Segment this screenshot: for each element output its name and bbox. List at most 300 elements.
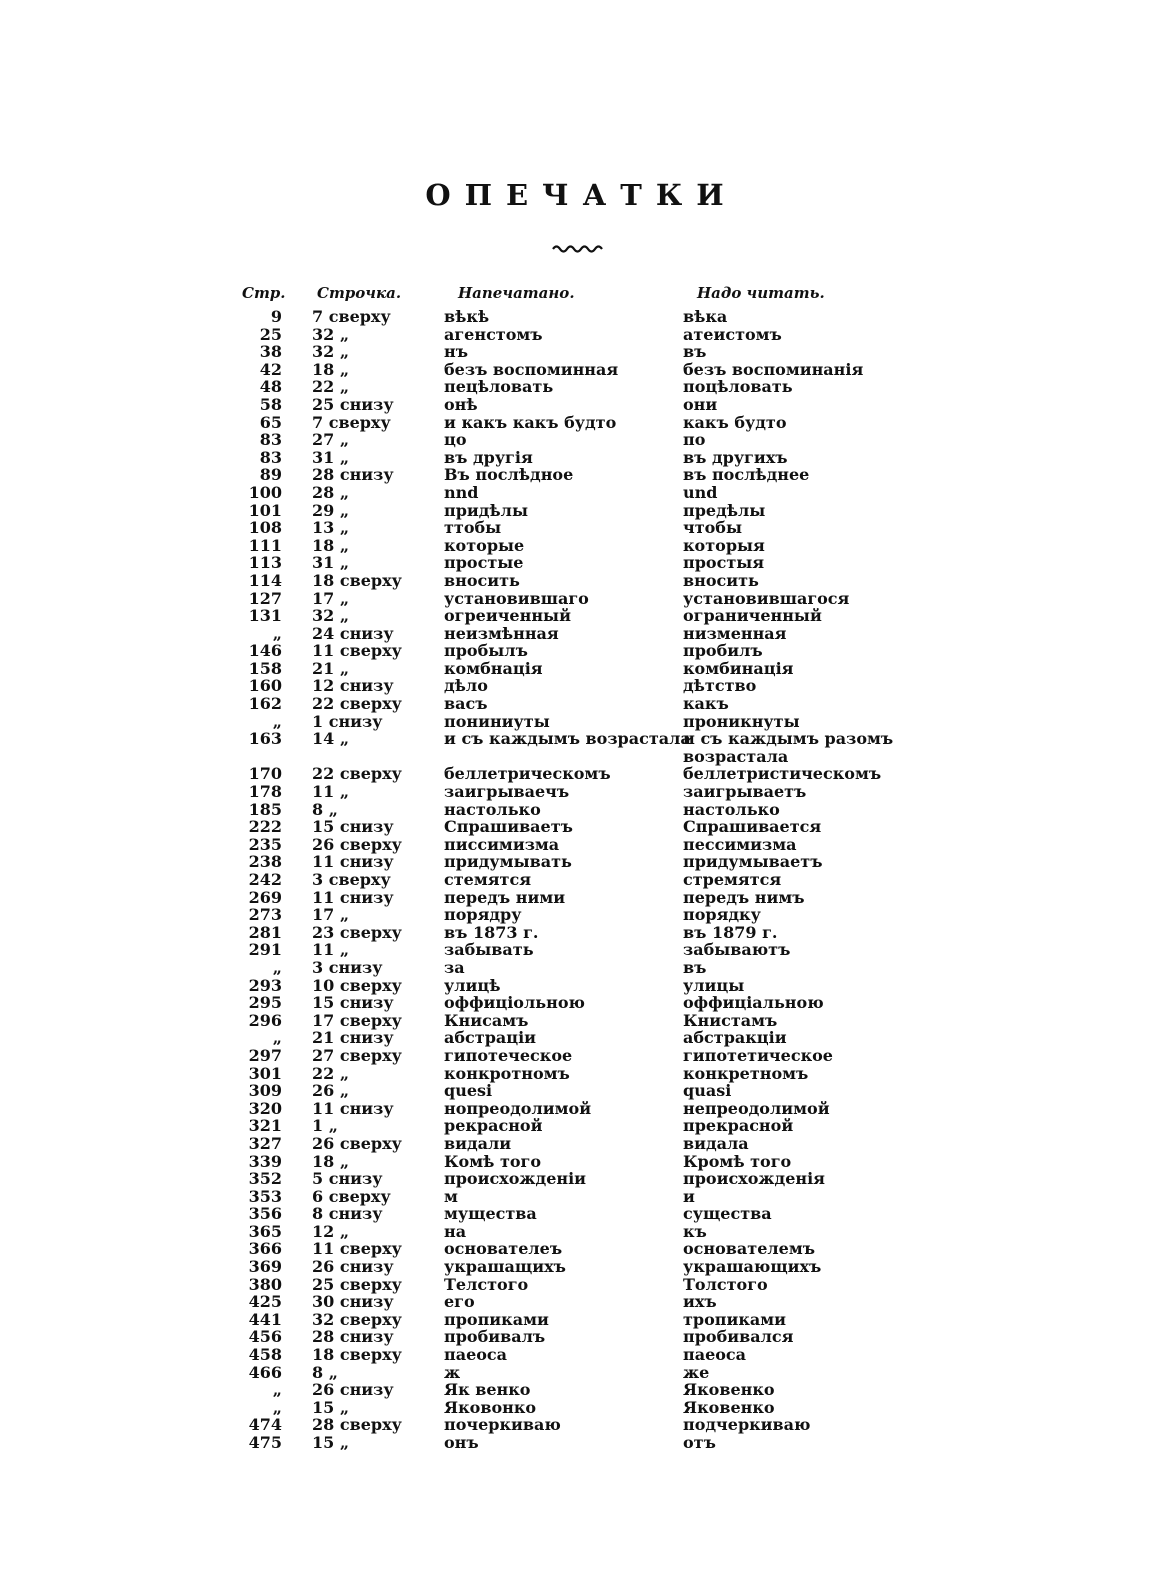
row-printed: рекрасной <box>444 1116 543 1136</box>
row-printed: вѣкѣ <box>444 307 490 326</box>
row-line: 7 сверху <box>312 307 391 326</box>
row-line: 11 сверху <box>312 641 402 661</box>
row-printed: и съ каждымъ возрастала <box>444 729 691 749</box>
row-page: 320 <box>248 1098 282 1118</box>
row-should-read: Кромѣ того <box>683 1151 792 1171</box>
row-page: 58 <box>259 394 282 414</box>
table-row <box>0 801 1163 819</box>
row-printed: абстраціи <box>444 1028 537 1048</box>
row-should-read: Спрашивается <box>683 817 822 837</box>
row-page: 366 <box>248 1239 282 1259</box>
row-printed: видали <box>444 1133 512 1153</box>
row-line: 22 сверху <box>312 764 402 784</box>
row-page: 114 <box>248 570 282 590</box>
row-printed: придумывать <box>444 852 572 872</box>
row-printed: нопреодолимой <box>444 1098 592 1118</box>
row-page: 100 <box>248 482 282 502</box>
row-line: 8 „ <box>312 1362 338 1382</box>
row-should-read: порядку <box>683 905 761 925</box>
row-should-read: Яковенко <box>683 1380 775 1400</box>
row-page: „ <box>272 957 282 977</box>
row-printed: пропиками <box>444 1309 549 1329</box>
table-row <box>0 431 1163 449</box>
row-should-read: существа <box>683 1204 772 1224</box>
row-should-read: комбинація <box>683 658 794 678</box>
row-printed: quesi <box>444 1081 493 1101</box>
row-should-read: по <box>683 430 706 450</box>
row-page: 65 <box>259 412 282 432</box>
row-should-read: безъ воспоминанія <box>683 359 864 379</box>
row-should-read: забываютъ <box>683 940 791 960</box>
row-line: 11 „ <box>312 940 350 960</box>
table-row <box>0 1082 1163 1100</box>
row-line: 3 снизу <box>312 957 383 977</box>
row-line: 13 „ <box>312 518 350 538</box>
row-page: „ <box>272 1028 282 1048</box>
table-row <box>0 449 1163 467</box>
table-row <box>0 1223 1163 1241</box>
table-row <box>0 1153 1163 1171</box>
row-printed: паеоса <box>444 1345 508 1365</box>
row-page: 162 <box>248 694 282 714</box>
table-row <box>0 642 1163 660</box>
table-row <box>0 361 1163 379</box>
row-printed: неизмѣнная <box>444 623 559 643</box>
row-line: 7 сверху <box>312 412 391 432</box>
row-line: 30 снизу <box>312 1292 394 1312</box>
row-line: 6 сверху <box>312 1186 391 1206</box>
row-page: 353 <box>248 1186 282 1206</box>
row-should-read: заигрываетъ <box>683 782 807 802</box>
row-printed: настолько <box>444 799 541 819</box>
row-should-read: украшающихъ <box>683 1257 822 1277</box>
table-row <box>0 871 1163 889</box>
row-should-read: quasi <box>683 1081 732 1101</box>
header-should-read: Надо читать. <box>697 284 825 302</box>
table-row <box>0 1311 1163 1329</box>
row-line: 15 снизу <box>312 993 394 1013</box>
table-row <box>0 1328 1163 1346</box>
header-printed: Напечатано. <box>458 284 575 302</box>
row-printed: оффиціольною <box>444 993 585 1013</box>
row-should-read: оффиціальною <box>683 993 824 1013</box>
page-title: ОПЕЧАТКИ <box>425 178 738 212</box>
table-row <box>0 625 1163 643</box>
row-line: 32 „ <box>312 606 350 626</box>
row-line: 23 сверху <box>312 922 402 942</box>
row-line: 32 „ <box>312 324 350 344</box>
row-printed: дѣло <box>444 676 488 696</box>
table-row <box>0 1205 1163 1223</box>
row-should-read: въ послѣднее <box>683 465 810 485</box>
row-page: 163 <box>248 729 282 749</box>
row-page: 273 <box>248 905 282 925</box>
table-row <box>0 607 1163 625</box>
row-should-read: предѣлы <box>683 500 766 520</box>
table-row <box>0 590 1163 608</box>
table-row <box>0 1170 1163 1188</box>
row-line: 25 снизу <box>312 394 394 414</box>
row-printed: заигрываечъ <box>444 782 570 802</box>
row-page: 178 <box>248 782 282 802</box>
row-page: 352 <box>248 1169 282 1189</box>
row-printed: основателеъ <box>444 1239 563 1259</box>
row-page: „ <box>272 711 282 731</box>
header-line: Строчка. <box>317 284 402 302</box>
row-page: 38 <box>259 342 282 362</box>
row-printed: въ 1873 г. <box>444 922 539 942</box>
table-row <box>0 1293 1163 1311</box>
table-row <box>0 466 1163 484</box>
row-printed: пониниуты <box>444 711 550 731</box>
table-row <box>0 977 1163 995</box>
row-printed: Спрашиваетъ <box>444 817 573 837</box>
row-line: 31 „ <box>312 447 350 467</box>
table-row <box>0 1364 1163 1382</box>
table-row <box>0 1188 1163 1206</box>
row-printed: онѣ <box>444 394 478 414</box>
row-should-read: придумываетъ <box>683 852 823 872</box>
row-page: 111 <box>248 535 282 555</box>
table-row <box>0 378 1163 396</box>
row-page: 48 <box>259 377 282 397</box>
table-row <box>0 765 1163 783</box>
table-row <box>0 959 1163 977</box>
row-should-read: къ <box>683 1221 707 1241</box>
table-header <box>0 284 1163 306</box>
table-row <box>0 343 1163 361</box>
row-should-read: основателемъ <box>683 1239 816 1259</box>
table-row <box>0 677 1163 695</box>
row-printed: васъ <box>444 694 488 714</box>
row-line: 14 „ <box>312 729 350 749</box>
table-row <box>0 1416 1163 1434</box>
table-row <box>0 1029 1163 1047</box>
row-line: 5 снизу <box>312 1169 383 1189</box>
row-page: 101 <box>248 500 282 520</box>
row-line: 11 „ <box>312 782 350 802</box>
row-page: 242 <box>248 870 282 889</box>
table-row <box>0 1065 1163 1083</box>
row-should-read: происхожденія <box>683 1169 825 1189</box>
row-page: 269 <box>248 887 282 907</box>
row-line: 32 сверху <box>312 1309 402 1329</box>
table-row <box>0 906 1163 924</box>
row-page: 295 <box>248 993 282 1013</box>
row-should-read: улицы <box>683 975 745 995</box>
row-should-read: какъ будто <box>683 412 787 432</box>
row-should-read: въ другихъ <box>683 447 788 467</box>
table-row <box>0 1258 1163 1276</box>
row-printed: агенстомъ <box>444 324 543 344</box>
row-line: 28 снизу <box>312 465 394 485</box>
row-page: 160 <box>248 676 282 696</box>
row-line: 26 снизу <box>312 1257 394 1277</box>
row-line: 24 снизу <box>312 623 394 643</box>
row-printed: писсимизма <box>444 834 560 854</box>
row-should-read: паеоса <box>683 1345 747 1365</box>
row-line: 1 снизу <box>312 711 383 731</box>
row-page: 356 <box>248 1204 282 1224</box>
row-line: 3 сверху <box>312 870 391 889</box>
row-should-read: беллетристическомъ <box>683 764 882 784</box>
row-should-read: конкретномъ <box>683 1063 809 1083</box>
row-page: 25 <box>259 324 282 344</box>
row-printed: пробылъ <box>444 641 528 661</box>
row-printed: его <box>444 1292 475 1312</box>
row-line: 27 сверху <box>312 1045 402 1065</box>
row-printed: забывать <box>444 940 534 960</box>
row-printed: придѣлы <box>444 500 528 520</box>
row-should-read: которыя <box>683 535 765 555</box>
table-row <box>0 519 1163 537</box>
errata-table <box>0 308 1163 1452</box>
row-line: 18 „ <box>312 359 350 379</box>
table-row <box>0 484 1163 502</box>
row-should-read: подчеркиваю <box>683 1415 811 1435</box>
row-page: 127 <box>248 588 282 608</box>
row-should-read: настолько <box>683 799 780 819</box>
row-should-read: и <box>683 1186 695 1206</box>
row-page: 466 <box>248 1362 282 1382</box>
table-row <box>0 783 1163 801</box>
row-printed: установившаго <box>444 588 589 608</box>
row-should-read: пробивался <box>683 1327 794 1347</box>
row-should-read: они <box>683 394 718 414</box>
row-page: 301 <box>248 1063 282 1083</box>
row-printed: пецѣловать <box>444 377 554 397</box>
row-line: 32 „ <box>312 342 350 362</box>
row-page: 238 <box>248 852 282 872</box>
row-line: 22 сверху <box>312 694 402 714</box>
row-line: 11 снизу <box>312 852 394 872</box>
row-should-read: какъ <box>683 694 729 714</box>
row-should-read: низменная <box>683 623 787 643</box>
row-printed: стемятся <box>444 870 532 889</box>
row-printed: Яковонко <box>444 1397 537 1417</box>
table-row <box>0 924 1163 942</box>
row-should-read: тропиками <box>683 1309 787 1329</box>
row-printed: комбнація <box>444 658 543 678</box>
row-page: 425 <box>248 1292 282 1312</box>
row-page: 369 <box>248 1257 282 1277</box>
row-printed: за <box>444 957 465 977</box>
table-row <box>0 396 1163 414</box>
row-line: 31 „ <box>312 553 350 573</box>
row-should-read: Толстого <box>683 1274 768 1294</box>
row-should-read: Яковенко <box>683 1397 775 1417</box>
row-printed: безъ воспоминная <box>444 359 619 379</box>
row-printed: цо <box>444 430 467 450</box>
row-printed: Як венко <box>444 1380 531 1400</box>
row-printed: почеркиваю <box>444 1415 561 1435</box>
row-page: 321 <box>248 1116 282 1136</box>
row-page: 170 <box>248 764 282 784</box>
table-row <box>0 502 1163 520</box>
row-should-read: проникнуты <box>683 711 800 731</box>
row-printed: ттобы <box>444 518 502 538</box>
row-line: 22 „ <box>312 1063 350 1083</box>
row-page: 380 <box>248 1274 282 1294</box>
table-row <box>0 836 1163 854</box>
row-should-read: и съ каждымъ разомъ возрастала <box>683 729 894 766</box>
row-line: 18 „ <box>312 1151 350 1171</box>
row-should-read: ихъ <box>683 1292 717 1312</box>
row-page: 235 <box>248 834 282 854</box>
row-line: 17 „ <box>312 905 350 925</box>
row-line: 17 сверху <box>312 1010 402 1030</box>
row-should-read: пробилъ <box>683 641 763 661</box>
row-page: 474 <box>248 1415 282 1435</box>
table-row <box>0 1012 1163 1030</box>
row-printed: пробивалъ <box>444 1327 546 1347</box>
row-page: 441 <box>248 1309 282 1329</box>
row-should-read: гипотетическое <box>683 1045 833 1065</box>
row-printed: украшащихъ <box>444 1257 566 1277</box>
row-page: 293 <box>248 975 282 995</box>
row-line: 17 „ <box>312 588 350 608</box>
row-page: 113 <box>248 553 282 573</box>
table-row <box>0 730 1163 765</box>
table-row <box>0 889 1163 907</box>
table-row <box>0 818 1163 836</box>
row-page: 365 <box>248 1221 282 1241</box>
row-line: 8 „ <box>312 799 338 819</box>
row-page: 83 <box>259 430 282 450</box>
table-row <box>0 994 1163 1012</box>
row-should-read: дѣтство <box>683 676 757 696</box>
table-row <box>0 1135 1163 1153</box>
row-page: 146 <box>248 641 282 661</box>
row-page: 9 <box>270 307 282 326</box>
row-line: 11 снизу <box>312 1098 394 1118</box>
row-printed: конкротномъ <box>444 1063 570 1083</box>
table-row <box>0 695 1163 713</box>
table-row <box>0 1047 1163 1065</box>
table-row <box>0 326 1163 344</box>
table-row <box>0 941 1163 959</box>
row-should-read: же <box>683 1362 710 1382</box>
row-printed: м <box>444 1186 458 1206</box>
row-page: 158 <box>248 658 282 678</box>
row-line: 28 снизу <box>312 1327 394 1347</box>
row-printed: огреиченный <box>444 606 571 626</box>
row-printed: которые <box>444 535 525 555</box>
row-line: 18 „ <box>312 535 350 555</box>
row-line: 18 сверху <box>312 1345 402 1365</box>
table-row <box>0 660 1163 678</box>
row-printed: порядру <box>444 905 522 925</box>
row-should-read: въ <box>683 957 707 977</box>
row-page: 296 <box>248 1010 282 1030</box>
row-line: 15 „ <box>312 1397 350 1417</box>
row-printed: на <box>444 1221 467 1241</box>
row-page: 456 <box>248 1327 282 1347</box>
row-page: 83 <box>259 447 282 467</box>
table-row <box>0 1346 1163 1364</box>
row-printed: нъ <box>444 342 468 362</box>
row-should-read: атеистомъ <box>683 324 782 344</box>
wavy-ornament <box>551 242 607 254</box>
row-line: 11 снизу <box>312 887 394 907</box>
row-printed: происхожденіи <box>444 1169 587 1189</box>
row-line: 12 „ <box>312 1221 350 1241</box>
row-page: „ <box>272 623 282 643</box>
row-page: 185 <box>248 799 282 819</box>
row-line: 22 „ <box>312 377 350 397</box>
row-printed: Книсамъ <box>444 1010 529 1030</box>
row-line: 26 снизу <box>312 1380 394 1400</box>
row-line: 15 „ <box>312 1433 350 1452</box>
table-row <box>0 853 1163 871</box>
row-line: 11 сверху <box>312 1239 402 1259</box>
table-row <box>0 414 1163 432</box>
row-printed: мущества <box>444 1204 537 1224</box>
row-printed: беллетрическомъ <box>444 764 611 784</box>
row-should-read: видала <box>683 1133 749 1153</box>
table-row <box>0 537 1163 555</box>
row-page: 339 <box>248 1151 282 1171</box>
table-row <box>0 1399 1163 1417</box>
row-printed: онъ <box>444 1433 479 1452</box>
row-printed: простые <box>444 553 524 573</box>
table-row <box>0 1100 1163 1118</box>
row-printed: въ другія <box>444 447 533 467</box>
row-printed: и какъ какъ будто <box>444 412 617 432</box>
table-row <box>0 554 1163 572</box>
row-should-read: прекрасной <box>683 1116 794 1136</box>
row-printed: Въ послѣдное <box>444 465 574 485</box>
row-page: 309 <box>248 1081 282 1101</box>
row-should-read: Книстамъ <box>683 1010 778 1030</box>
table-row <box>0 572 1163 590</box>
header-page: Стр. <box>242 284 286 302</box>
row-printed: Комѣ того <box>444 1151 542 1171</box>
row-page: 327 <box>248 1133 282 1153</box>
table-row <box>0 713 1163 731</box>
row-should-read: поцѣловать <box>683 377 793 397</box>
row-line: 29 „ <box>312 500 350 520</box>
row-printed: вносить <box>444 570 520 590</box>
row-should-read: отъ <box>683 1433 716 1452</box>
row-line: 25 сверху <box>312 1274 402 1294</box>
row-page: 222 <box>248 817 282 837</box>
row-should-read: стремятся <box>683 870 782 889</box>
row-line: 15 снизу <box>312 817 394 837</box>
row-printed: гипотеческое <box>444 1045 573 1065</box>
row-should-read: чтобы <box>683 518 743 538</box>
row-line: 1 „ <box>312 1116 338 1136</box>
table-row <box>0 1434 1163 1452</box>
row-printed: улицѣ <box>444 975 501 995</box>
row-page: 42 <box>259 359 282 379</box>
row-line: 28 „ <box>312 482 350 502</box>
row-page: „ <box>272 1397 282 1417</box>
row-printed: ж <box>444 1362 461 1382</box>
row-printed: nnd <box>444 482 479 502</box>
row-should-read: пессимизма <box>683 834 797 854</box>
row-printed: передъ ними <box>444 887 566 907</box>
row-printed: Телстого <box>444 1274 529 1294</box>
row-page: „ <box>272 1380 282 1400</box>
row-line: 26 сверху <box>312 1133 402 1153</box>
row-page: 291 <box>248 940 282 960</box>
row-line: 8 снизу <box>312 1204 383 1224</box>
row-page: 475 <box>248 1433 282 1452</box>
table-row <box>0 1276 1163 1294</box>
row-should-read: въ <box>683 342 707 362</box>
table-row <box>0 308 1163 326</box>
